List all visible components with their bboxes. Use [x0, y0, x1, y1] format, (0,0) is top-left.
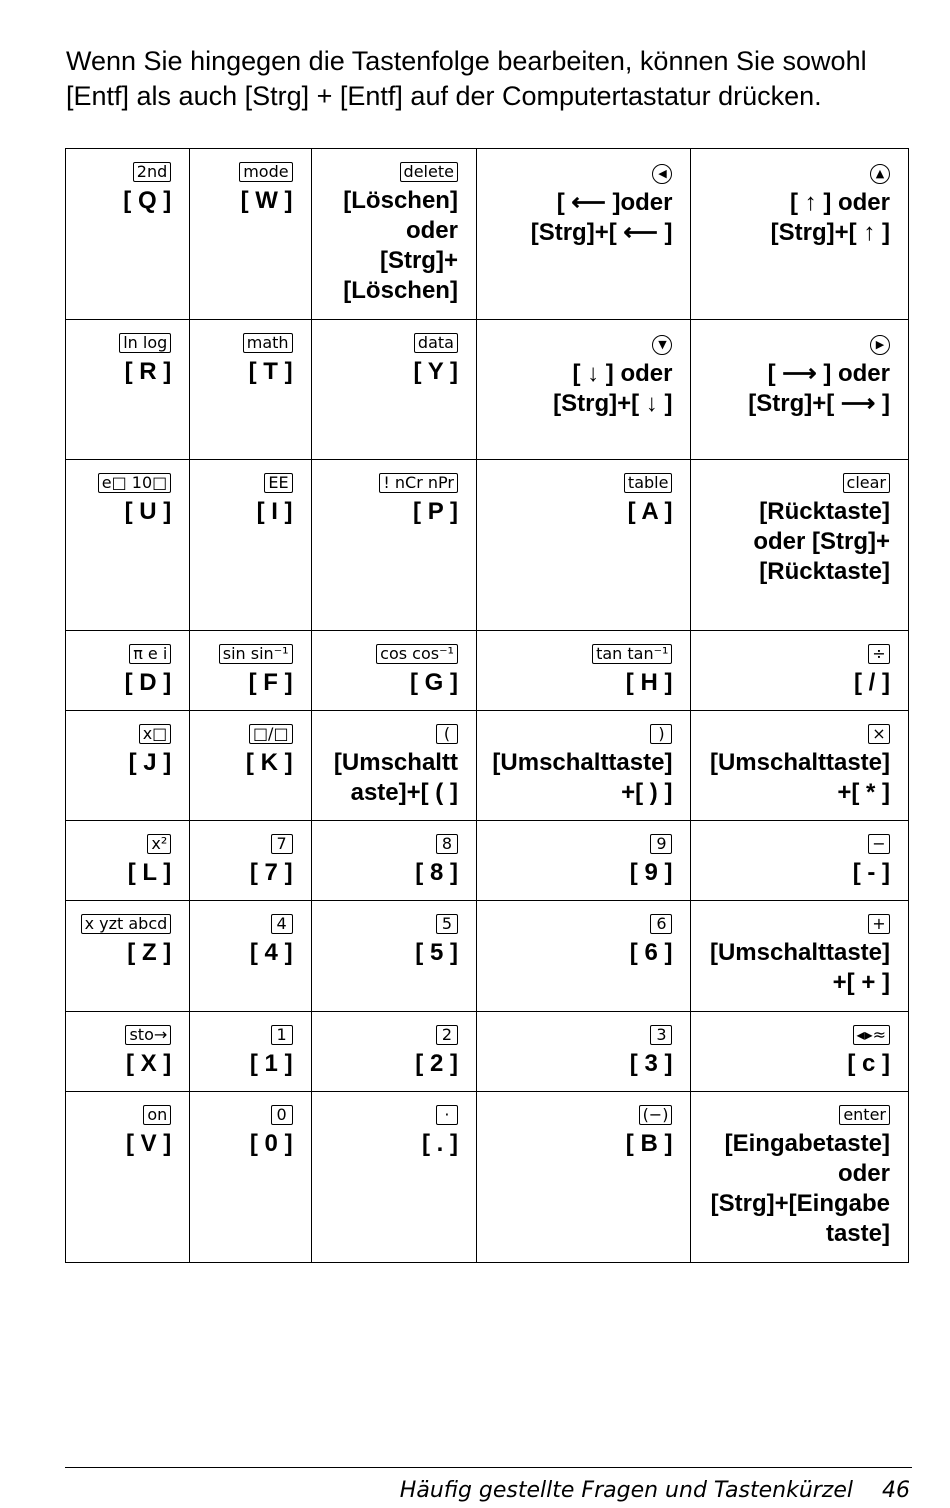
keyboard-shortcut: [ 6 ]: [629, 939, 673, 966]
footer-divider: [65, 1467, 912, 1468]
key-cell: [311, 149, 476, 320]
table-row: [66, 320, 909, 460]
calculator-key-icon: EE: [264, 473, 292, 493]
keyboard-shortcut: [ R ]: [124, 358, 172, 385]
down-arrow-icon: ▼: [652, 335, 672, 355]
table-row: [66, 821, 909, 901]
keyboard-shortcut: [ V ]: [125, 1130, 172, 1157]
keyboard-shortcut: [ W ]: [240, 187, 293, 214]
calculator-key-icon: 5: [436, 914, 458, 934]
calculator-key-icon: 0: [271, 1105, 293, 1125]
key-cell: [66, 901, 190, 1012]
keyboard-shortcut: [ 8 ]: [415, 859, 458, 886]
calculator-key-icon: mode: [239, 162, 292, 182]
key-cell: [66, 631, 190, 711]
key-cell: [476, 1092, 691, 1263]
key-cell: [691, 631, 909, 711]
key-cell: [691, 149, 909, 320]
calculator-key-icon: delete: [400, 162, 458, 182]
keyboard-shortcut: [ A ]: [627, 498, 673, 525]
key-cell: [476, 901, 691, 1012]
key-cell: [311, 1012, 476, 1092]
calculator-key-icon: ÷: [868, 644, 890, 664]
key-cell: [311, 711, 476, 821]
calculator-key-icon: 3: [650, 1025, 672, 1045]
calculator-key-icon: table: [624, 473, 673, 493]
calculator-key-icon: 2: [436, 1025, 458, 1045]
calculator-key-icon: data: [414, 333, 458, 353]
keyboard-shortcut: [ ↓ ] oder [Strg]+[ ↓ ]: [553, 360, 673, 417]
keyboard-shortcut: [ ⟵ ]oder [Strg]+[ ⟵ ]: [530, 189, 673, 246]
key-cell: [311, 631, 476, 711]
calculator-key-icon: enter: [839, 1105, 890, 1125]
calculator-key-icon: ×: [868, 724, 890, 744]
keyboard-shortcut: [Eingabetaste] oder [Strg]+[Eingabe taste]: [710, 1130, 890, 1247]
table-row: [66, 1012, 909, 1092]
table-row: [66, 149, 909, 320]
keyboard-shortcut: [Umschalttaste] +[ * ]: [709, 749, 890, 806]
keyboard-shortcut: [ 3 ]: [629, 1050, 673, 1077]
calculator-key-icon: ·: [436, 1105, 458, 1125]
calculator-key-icon: ): [650, 724, 672, 744]
calculator-key-icon: 8: [436, 834, 458, 854]
key-cell: [66, 1012, 190, 1092]
keyboard-shortcut: [ 5 ]: [415, 939, 458, 966]
calculator-key-icon: sin sin⁻¹: [219, 644, 293, 664]
table-row: [66, 460, 909, 631]
table-row: [66, 1092, 909, 1263]
keyboard-shortcut: [Umschalttaste] +[ + ]: [709, 939, 890, 996]
calculator-key-icon: x yzt abcd: [81, 914, 172, 934]
key-cell: [190, 1092, 311, 1263]
keyboard-shortcut: [Rücktaste] oder [Strg]+ [Rücktaste]: [753, 498, 890, 585]
keyboard-shortcut: [ / ]: [854, 669, 890, 696]
key-cell: [311, 901, 476, 1012]
key-cell: [476, 1012, 691, 1092]
key-cell: [190, 901, 311, 1012]
key-cell: [190, 631, 311, 711]
calculator-key-icon: clear: [843, 473, 890, 493]
table-row: [66, 631, 909, 711]
calculator-key-icon: math: [243, 333, 293, 353]
key-cell: [691, 711, 909, 821]
intro-paragraph: Wenn Sie hingegen die Tastenfolge bearbeiten, können Sie sowohl [Entf] als auch [Strg] + [Entf] auf der Computertastatur drücken.: [66, 46, 867, 111]
calculator-key-icon: tan tan⁻¹: [592, 644, 672, 664]
key-cell: [476, 149, 691, 320]
up-arrow-icon: ▲: [870, 164, 890, 184]
keyboard-shortcut: [ K ]: [245, 749, 293, 776]
footer-title: Häufig gestellte Fragen und Tastenkürzel: [399, 1478, 853, 1503]
keyboard-shortcut: [ D ]: [124, 669, 172, 696]
key-cell: [691, 821, 909, 901]
keyboard-shortcut: [ . ]: [421, 1130, 458, 1157]
calculator-key-icon: ! nCr nPr: [379, 473, 458, 493]
calculator-key-icon: sto→: [125, 1025, 171, 1045]
left-arrow-icon: ◀: [652, 164, 672, 184]
keyboard-shortcut: [ 0 ]: [249, 1130, 293, 1157]
key-cell: [691, 460, 909, 631]
key-cell: [476, 460, 691, 631]
table-row: [66, 711, 909, 821]
key-cell: [311, 821, 476, 901]
key-cell: [476, 320, 691, 460]
keyboard-shortcut: [ 2 ]: [415, 1050, 458, 1077]
keyboard-shortcut: [ U ]: [124, 498, 172, 525]
keyboard-shortcut: [ T ]: [248, 358, 293, 385]
key-cell: [190, 821, 311, 901]
key-mapping-table: [65, 148, 909, 1263]
key-cell: [311, 320, 476, 460]
calculator-key-icon: (−): [639, 1105, 673, 1125]
keyboard-shortcut: [ 9 ]: [629, 859, 673, 886]
keyboard-shortcut: [ 4 ]: [249, 939, 293, 966]
keyboard-shortcut: [ L ]: [127, 859, 172, 886]
calculator-key-icon: x□: [139, 724, 172, 744]
keyboard-shortcut: [ Z ]: [127, 939, 172, 966]
keyboard-shortcut: [ Y ]: [413, 358, 458, 385]
key-cell: [66, 711, 190, 821]
key-cell: [691, 1012, 909, 1092]
calculator-key-icon: (: [436, 724, 458, 744]
keyboard-shortcut: [ Q ]: [123, 187, 172, 214]
key-cell: [190, 711, 311, 821]
key-cell: [691, 1092, 909, 1263]
calculator-key-icon: □/□: [249, 724, 293, 744]
keyboard-shortcut: [ - ]: [852, 859, 890, 886]
calculator-key-icon: 9: [650, 834, 672, 854]
key-cell: [311, 1092, 476, 1263]
keyboard-shortcut: [Umschaltt aste]+[ ( ]: [333, 749, 458, 806]
key-cell: [691, 901, 909, 1012]
keyboard-shortcut: [ 1 ]: [249, 1050, 293, 1077]
keyboard-shortcut: [ c ]: [847, 1050, 890, 1077]
keyboard-shortcut: [ ↑ ] oder [Strg]+[ ↑ ]: [770, 189, 890, 246]
calculator-key-icon: 2nd: [133, 162, 171, 182]
calculator-key-icon: on: [143, 1105, 171, 1125]
key-cell: [190, 1012, 311, 1092]
key-cell: [476, 711, 691, 821]
keyboard-shortcut: [ 7 ]: [249, 859, 293, 886]
keyboard-shortcut: [ H ]: [625, 669, 673, 696]
calculator-key-icon: ln log: [119, 333, 171, 353]
keyboard-shortcut: [ F ]: [248, 669, 293, 696]
key-cell: [66, 821, 190, 901]
calculator-key-icon: x²: [147, 834, 171, 854]
keyboard-shortcut: [ B ]: [625, 1130, 673, 1157]
key-cell: [476, 821, 691, 901]
table-row: [66, 901, 909, 1012]
calculator-key-icon: +: [868, 914, 890, 934]
key-cell: [190, 149, 311, 320]
key-cell: [691, 320, 909, 460]
calculator-key-icon: 4: [271, 914, 293, 934]
key-cell: [190, 460, 311, 631]
keyboard-shortcut: [ X ]: [125, 1050, 172, 1077]
keyboard-shortcut: [Umschalttaste] +[ ) ]: [492, 749, 673, 806]
keyboard-shortcut: [ G ]: [409, 669, 458, 696]
key-cell: [66, 460, 190, 631]
key-cell: [66, 320, 190, 460]
calculator-key-icon: e□ 10□: [98, 473, 172, 493]
keyboard-shortcut: [ P ]: [413, 498, 458, 525]
key-cell: [476, 631, 691, 711]
calculator-key-icon: −: [868, 834, 890, 854]
key-cell: [190, 320, 311, 460]
page-number: 46: [882, 1478, 910, 1503]
calculator-key-icon: 6: [650, 914, 672, 934]
page-footer: [400, 1478, 910, 1503]
keyboard-shortcut: [Löschen] oder [Strg]+ [Löschen]: [343, 187, 458, 304]
calculator-key-icon: π e i: [129, 644, 171, 664]
key-cell: [66, 149, 190, 320]
calculator-key-icon: 7: [271, 834, 293, 854]
keyboard-shortcut: [ ⟶ ] oder [Strg]+[ ⟶ ]: [748, 360, 890, 417]
right-arrow-icon: ▶: [870, 335, 890, 355]
keyboard-shortcut: [ J ]: [128, 749, 172, 776]
key-cell: [66, 1092, 190, 1263]
calculator-key-icon: cos cos⁻¹: [376, 644, 458, 664]
keyboard-shortcut: [ I ]: [256, 498, 293, 525]
calculator-key-icon: ◂▸≈: [853, 1025, 890, 1045]
key-cell: [311, 460, 476, 631]
calculator-key-icon: 1: [271, 1025, 293, 1045]
